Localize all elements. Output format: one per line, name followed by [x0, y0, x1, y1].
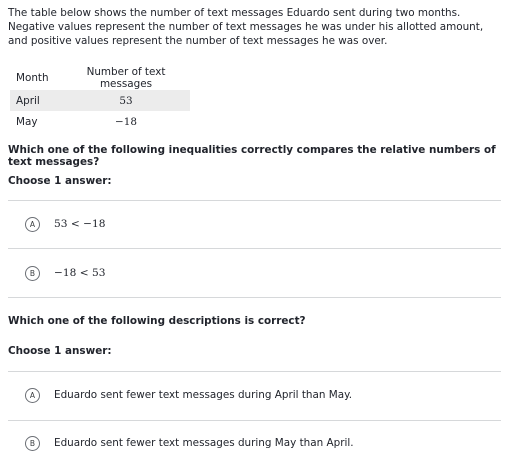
cell-count: 53: [62, 90, 190, 111]
table-row: [10, 90, 190, 111]
cell-month: April: [10, 90, 62, 111]
choice-text: −18 < 53: [54, 267, 106, 279]
question-2-choice-b[interactable]: [8, 431, 501, 455]
divider: [8, 200, 501, 201]
question-2-choice-a[interactable]: [8, 383, 501, 407]
choice-letter-a-icon: A: [25, 388, 40, 403]
choice-letter-b-icon: B: [25, 436, 40, 451]
question-1-choose-label: Choose 1 answer:: [8, 175, 112, 187]
table-row: [10, 111, 190, 132]
question-1-choice-a[interactable]: [8, 212, 501, 236]
table-header-row: [10, 66, 190, 90]
divider: [8, 248, 501, 249]
divider: [8, 371, 501, 372]
question-1-prompt: Which one of the following inequalities correctly compares the relative numbers of text messages?: [8, 144, 496, 168]
question-2-prompt: Which one of the following descriptions is correct?: [8, 315, 306, 327]
divider: [8, 420, 501, 421]
choice-text: Eduardo sent fewer text messages during May than April.: [54, 437, 354, 449]
column-header-count: Number of text messages: [86, 66, 166, 90]
cell-month: May: [16, 115, 38, 128]
divider: [8, 297, 501, 298]
text-messages-table: [10, 66, 190, 132]
choice-letter-a-icon: A: [25, 217, 40, 232]
column-header-month: Month: [16, 72, 49, 84]
question-1-choice-b[interactable]: [8, 261, 501, 285]
question-2-choose-label: Choose 1 answer:: [8, 345, 112, 357]
cell-count: −18: [115, 115, 137, 128]
choice-text: Eduardo sent fewer text messages during April than May.: [54, 389, 353, 401]
choice-letter-b-icon: B: [25, 266, 40, 281]
choice-text: 53 < −18: [54, 218, 106, 230]
problem-intro: The table below shows the number of text messages Eduardo sent during two months. Negative values represent the number of text messages he was under his allotted amount, and positive values represent the number of text messages he was over.: [8, 7, 484, 47]
